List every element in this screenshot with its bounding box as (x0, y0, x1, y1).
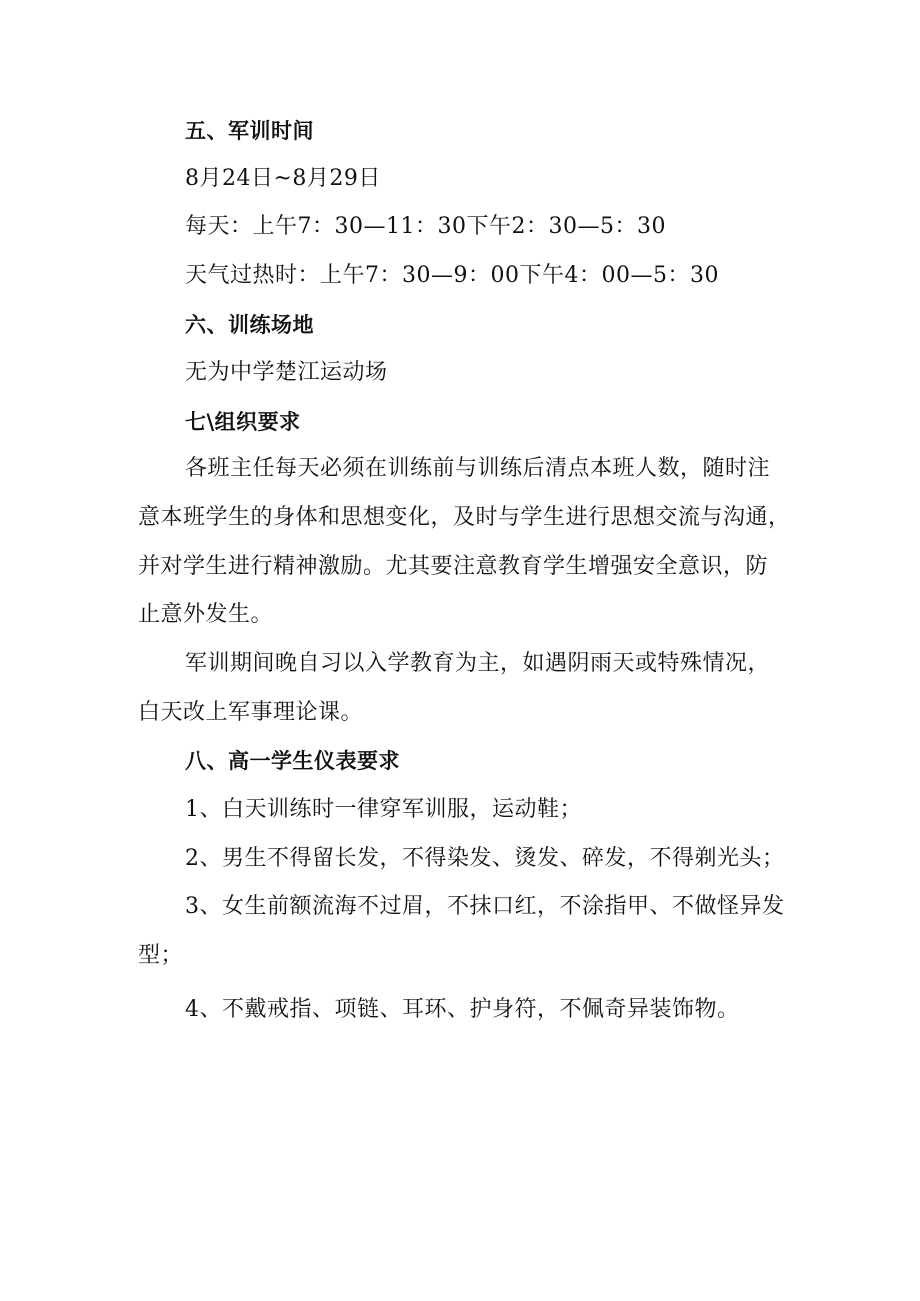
section-5-heading: 五、军训时间 (185, 119, 314, 143)
organization-paragraph-line: 各班主任每天必须在训练前与训练后清点本班人数，随时注 (185, 456, 771, 481)
organization-paragraph-line: 并对学生进行精神激励。尤其要注意教育学生增强安全意识，防 (138, 554, 769, 579)
evening-study-paragraph-line: 军训期间晚自习以入学教育为主，如遇阴雨天或特殊情况， (185, 651, 771, 676)
appearance-rule-3-continued: 型； (138, 943, 184, 968)
organization-paragraph-line: 止意外发生。 (138, 602, 274, 627)
section-8-heading: 八、高一学生仪表要求 (185, 749, 400, 773)
organization-paragraph-line: 意本班学生的身体和思想变化，及时与学生进行思想交流与沟通， (138, 505, 791, 530)
daily-schedule: 每天：上午7：30—11：30下午2：30—5：30 (185, 214, 666, 239)
appearance-rule-1: 1、白天训练时一律穿军训服，运动鞋； (185, 797, 582, 822)
training-dates: 8月24日~8月29日 (185, 166, 381, 191)
section-6-heading: 六、训练场地 (185, 313, 314, 337)
appearance-rule-4: 4、不戴戒指、项链、耳环、护身符，不佩奇异装饰物。 (185, 997, 740, 1022)
training-venue: 无为中学楚江运动场 (185, 360, 388, 385)
appearance-rule-2: 2、男生不得留长发，不得染发、烫发、碎发，不得剃光头； (185, 846, 785, 871)
evening-study-paragraph-line: 白天改上军事理论课。 (138, 700, 364, 725)
appearance-rule-3: 3、女生前额流海不过眉，不抹口红，不涂指甲、不做怪异发 (185, 894, 785, 919)
hot-weather-schedule: 天气过热时：上午7：30—9：00下午4：00—5：30 (185, 263, 719, 288)
section-7-heading: 七\组织要求 (185, 410, 301, 434)
